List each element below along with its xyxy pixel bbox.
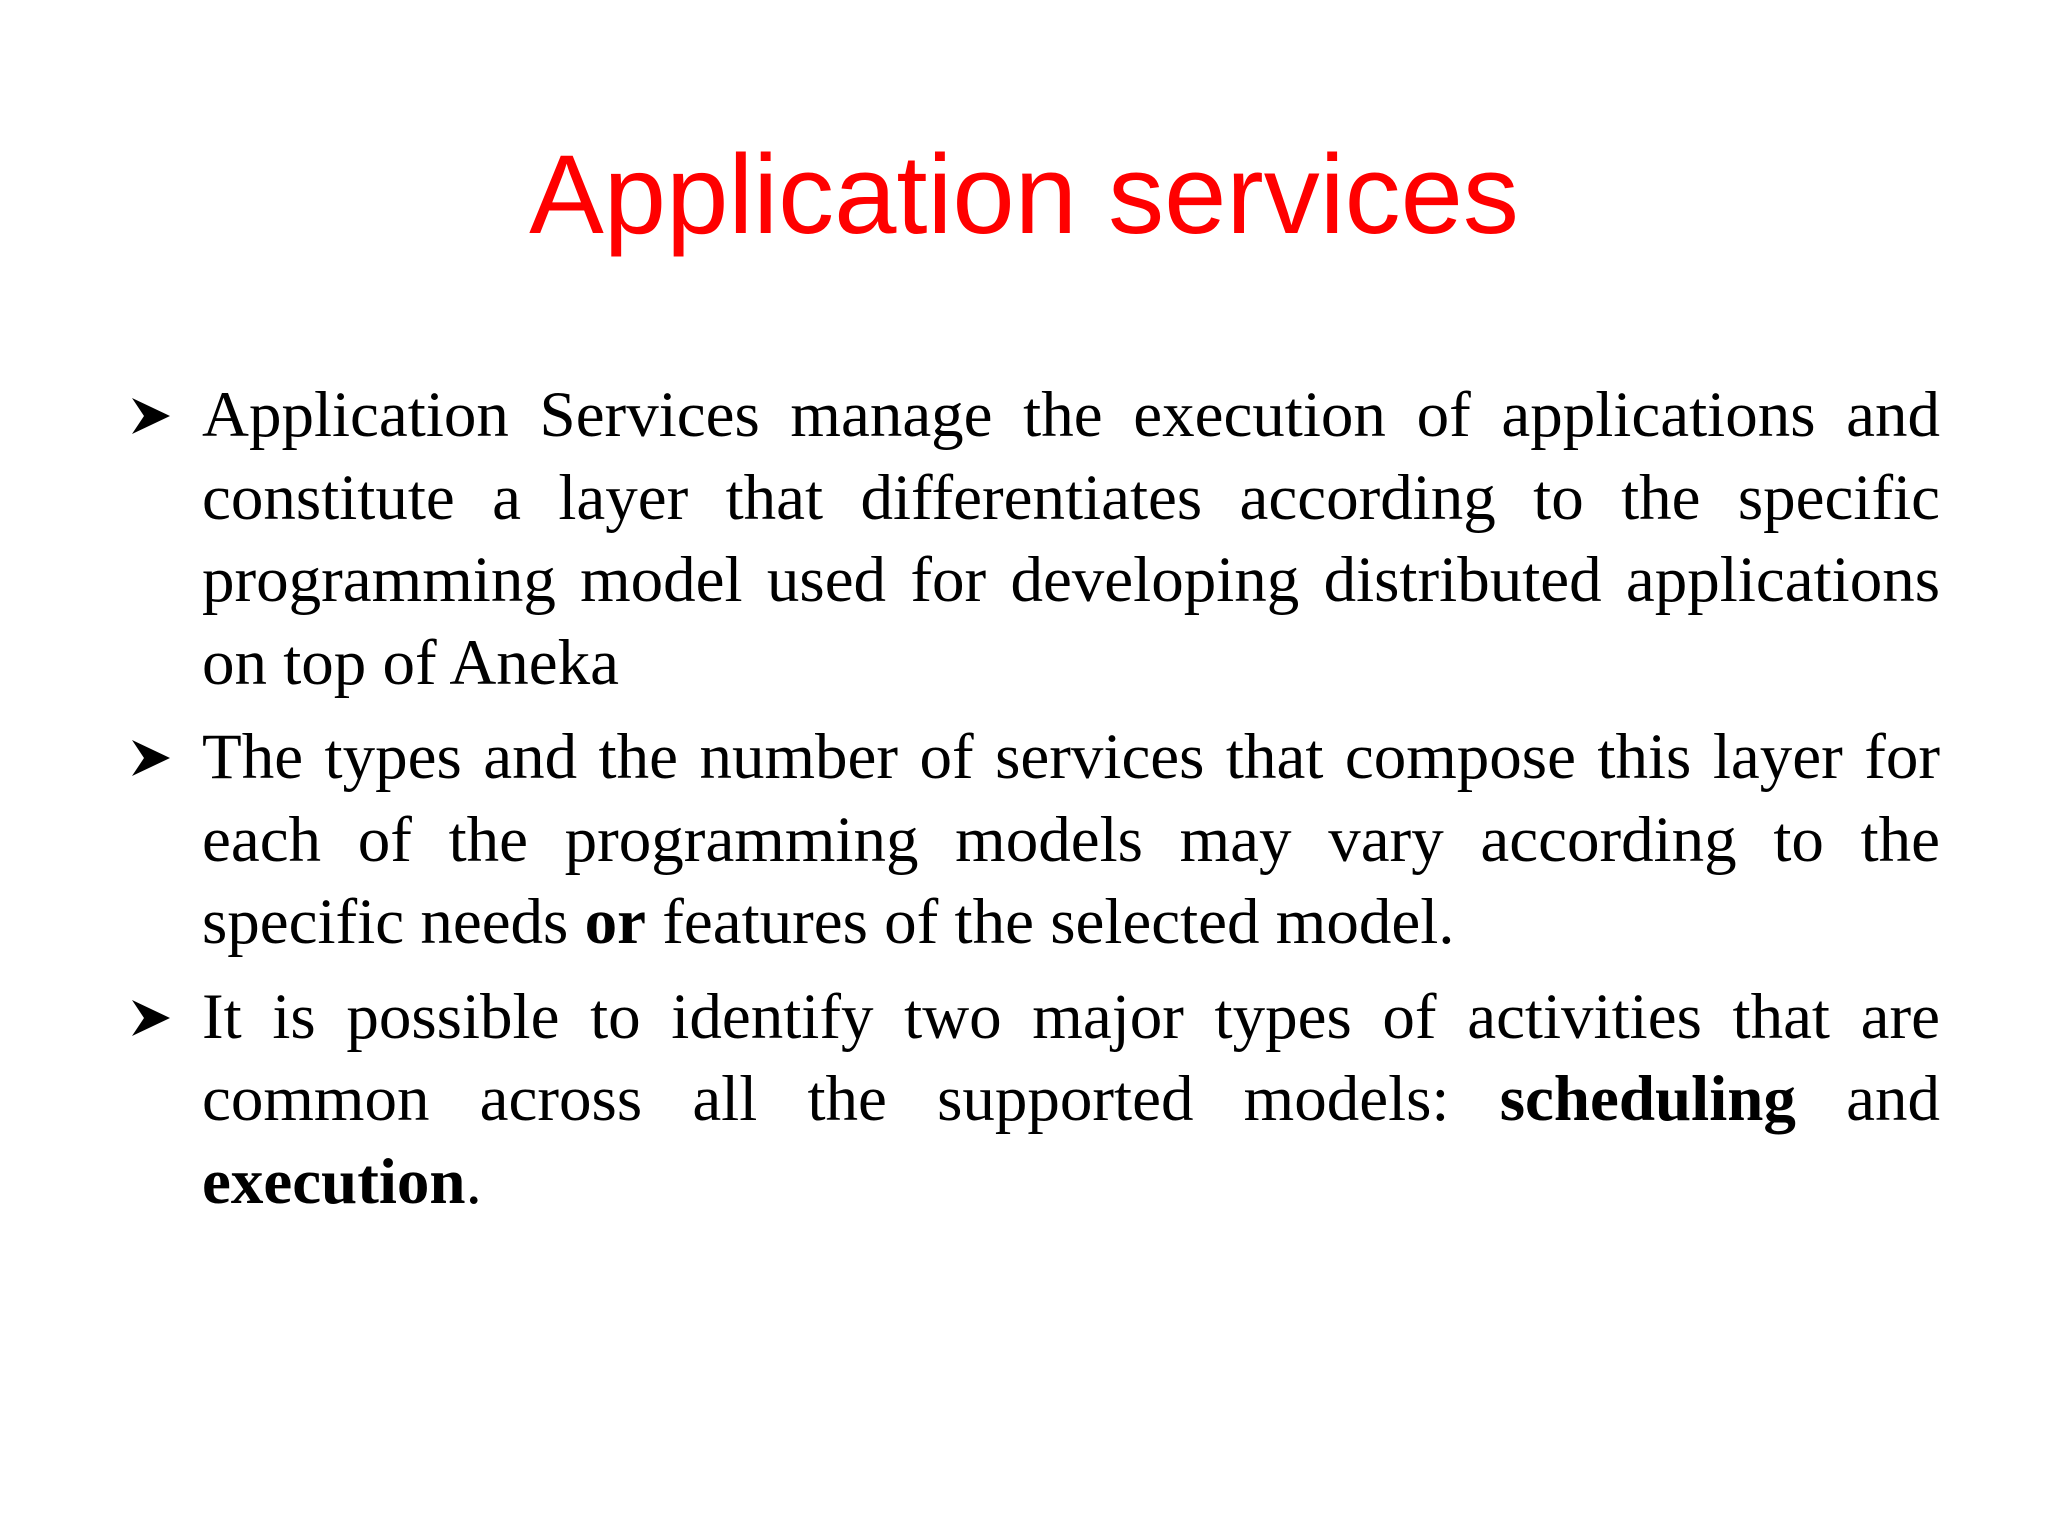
bullet-item — [130, 716, 1940, 964]
arrow-bullet-icon — [130, 998, 172, 1038]
arrow-bullet-icon — [130, 738, 172, 778]
bullet-bold-text: scheduling — [1499, 1063, 1796, 1135]
bullet-bold-text: execution — [202, 1145, 466, 1218]
bullet-list — [130, 374, 1940, 1235]
bullet-text: Application Services manage the execution of applications and constitute a layer that differentiates according to the specific programming model used for developing distributed applications on top of Aneka — [202, 379, 1940, 699]
arrow-bullet-icon — [130, 396, 172, 436]
bullet-text: It is possible to identify two major types of activities that are common across all the supported models: — [202, 980, 1940, 1135]
bullet-item — [130, 374, 1940, 704]
bullet-bold-text: or — [584, 886, 646, 958]
bullet-text: and — [1795, 1063, 1940, 1135]
bullet-text: . — [465, 1145, 482, 1218]
slide-title: Application services — [529, 132, 1519, 257]
bullet-item — [130, 976, 1940, 1224]
bullet-text: The types and the number of services that compose this layer for each of the programming models may vary according to the specific needs — [202, 721, 1940, 958]
bullet-text: features of the selected model. — [645, 886, 1455, 958]
